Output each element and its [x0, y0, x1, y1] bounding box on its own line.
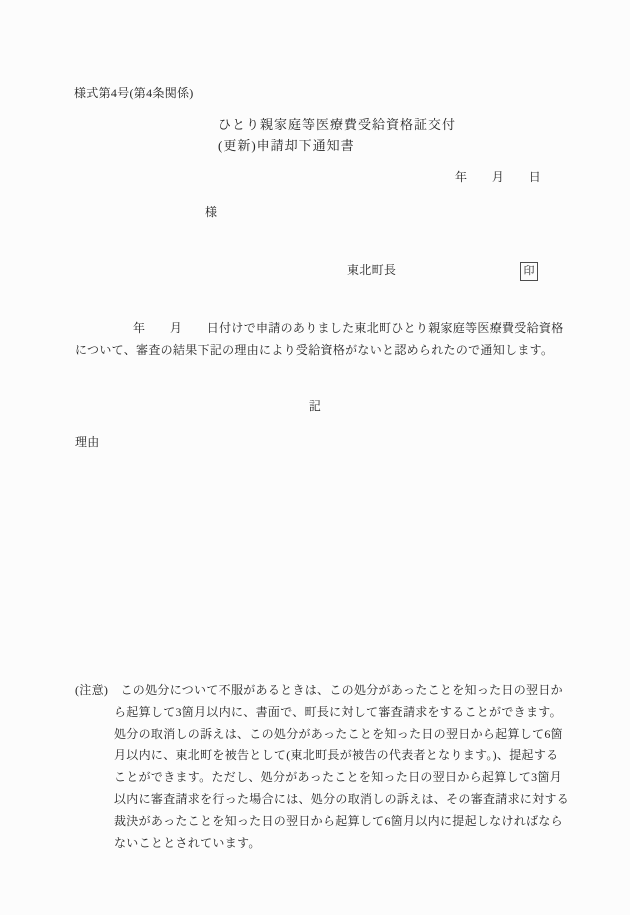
notice-line: (注意) この処分について不服があるときは、この処分があったことを知った日の翌日か [75, 683, 563, 697]
reason-label: 理由 [75, 435, 100, 449]
record-heading: 記 [308, 399, 322, 413]
issuer-title: 東北町長 [347, 263, 397, 277]
notice-line: 処分の取消しの訴えは、この処分があったことを知った日の翌日から起算して6箇 [114, 726, 563, 741]
notice-paragraph [75, 680, 575, 854]
notice-line: ら起算して3箇月以内に、書面で、町長に対して審査請求をすることができます。 [114, 704, 562, 719]
body-text-line1: 年 月 日付けで申請のありました東北町ひとり親家庭等医療費受給資格 [133, 321, 564, 335]
notice-line: ことができます。ただし、処分があったことを知った日の翌日から起算して3箇月 [114, 770, 563, 785]
body-text-line2: について、審査の結果下記の理由により受給資格がないと認められたので通知します。 [75, 343, 554, 357]
notice-line: 以内に審査請求を行った場合には、処分の取消しの訴えは、その審査請求に対する [114, 791, 570, 806]
document-title-line1: ひとり親家庭等医療費受給資格証交付 [218, 117, 457, 132]
notice-line: ないこととされています。 [114, 835, 261, 850]
form-number: 様式第4号(第4条関係) [74, 86, 194, 100]
addressee-honorific: 様 [205, 205, 218, 219]
seal-mark: 印 [520, 262, 538, 281]
notice-line: 月以内に、東北町を被告として(東北町長が被告の代表者となります。)、提起する [114, 748, 559, 763]
document-title-line2: (更新)申請却下通知書 [218, 138, 355, 153]
issue-date-placeholder: 年 月 日 [455, 170, 542, 184]
notice-line: 裁決があったことを知った日の翌日から起算して6箇月以内に提起しなければなら [114, 813, 563, 828]
